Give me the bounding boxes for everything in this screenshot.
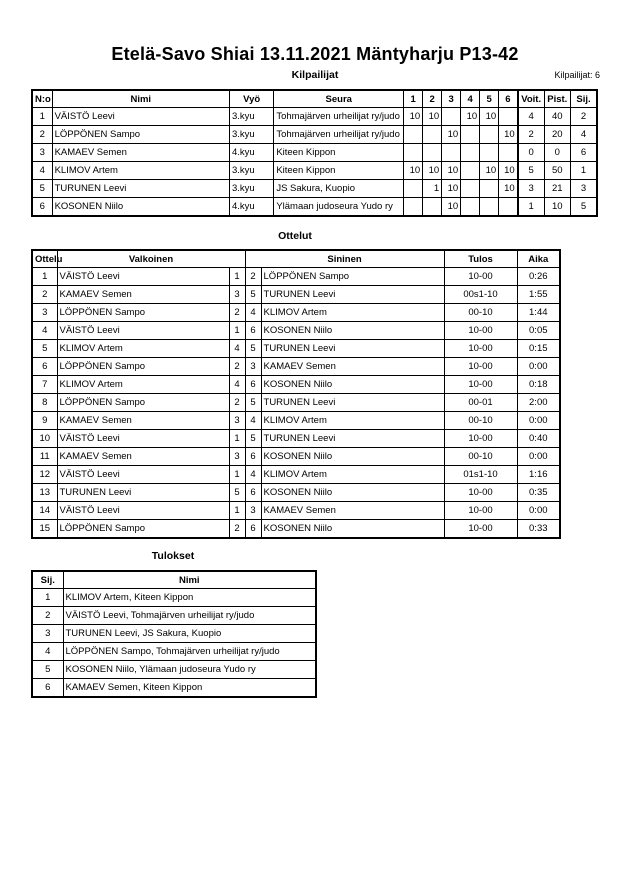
match-time: 0:00 xyxy=(517,412,560,430)
competitor-p5 xyxy=(480,144,499,162)
competitor-points: 20 xyxy=(544,126,570,144)
result-name: LÖPPÖNEN Sampo, Tohmajärven urheilijat ry/judo xyxy=(63,643,316,661)
competitor-p3 xyxy=(442,144,461,162)
match-blue: LÖPPÖNEN Sampo xyxy=(261,268,444,286)
match-blue-no: 3 xyxy=(245,502,261,520)
match-result: 00-01 xyxy=(444,394,517,412)
competitor-p4: 10 xyxy=(461,108,480,126)
header-time: Aika xyxy=(517,250,560,268)
header-p1: 1 xyxy=(404,90,423,108)
header-wins: Voit. xyxy=(518,90,544,108)
match-result: 00-10 xyxy=(444,448,517,466)
match-white: LÖPPÖNEN Sampo xyxy=(57,358,229,376)
competitor-p6: 10 xyxy=(499,126,518,144)
competitor-p5 xyxy=(480,126,499,144)
match-time: 0:00 xyxy=(517,502,560,520)
match-time: 0:15 xyxy=(517,340,560,358)
match-white-no: 2 xyxy=(229,358,245,376)
match-result: 10-00 xyxy=(444,268,517,286)
result-rank: 6 xyxy=(32,679,63,698)
competitor-wins: 5 xyxy=(518,162,544,180)
competitor-club: Kiteen Kippon xyxy=(274,162,404,180)
match-result: 10-00 xyxy=(444,484,517,502)
match-result: 10-00 xyxy=(444,376,517,394)
competitor-name: TURUNEN Leevi xyxy=(52,180,229,198)
match-result: 00-10 xyxy=(444,412,517,430)
match-row xyxy=(32,502,560,520)
match-white: TURUNEN Leevi xyxy=(57,484,229,502)
header-p4: 4 xyxy=(461,90,480,108)
match-blue-no: 4 xyxy=(245,304,261,322)
match-blue: TURUNEN Leevi xyxy=(261,394,444,412)
competitor-points: 40 xyxy=(544,108,570,126)
match-time: 1:44 xyxy=(517,304,560,322)
competitor-club: Kiteen Kippon xyxy=(274,144,404,162)
result-row xyxy=(32,643,316,661)
match-white-no: 4 xyxy=(229,376,245,394)
competitor-wins: 2 xyxy=(518,126,544,144)
competitor-name: VÄISTÖ Leevi xyxy=(52,108,229,126)
competitor-points: 0 xyxy=(544,144,570,162)
competitor-club: Tohmajärven urheilijat ry/judo xyxy=(274,108,404,126)
match-blue-no: 6 xyxy=(245,520,261,539)
result-row xyxy=(32,661,316,679)
match-row xyxy=(32,448,560,466)
results-title: Tulokset xyxy=(151,550,195,562)
match-white-no: 3 xyxy=(229,286,245,304)
competitor-belt: 3.kyu xyxy=(229,126,273,144)
match-white-no: 5 xyxy=(229,484,245,502)
match-match-no: 3 xyxy=(32,304,57,322)
result-row xyxy=(32,589,316,607)
result-rank: 3 xyxy=(32,625,63,643)
match-white-no: 1 xyxy=(229,268,245,286)
match-match-no: 9 xyxy=(32,412,57,430)
match-row xyxy=(32,340,560,358)
match-white: KAMAEV Semen xyxy=(57,448,229,466)
match-white: LÖPPÖNEN Sampo xyxy=(57,304,229,322)
competitor-row xyxy=(32,144,597,162)
competitor-row xyxy=(32,180,597,198)
match-blue-no: 3 xyxy=(245,358,261,376)
match-match-no: 13 xyxy=(32,484,57,502)
header-rank: Sij. xyxy=(32,571,63,589)
competitor-p1: 10 xyxy=(404,162,423,180)
match-time: 0:26 xyxy=(517,268,560,286)
competitor-rank: 4 xyxy=(570,126,597,144)
competitor-name: KLIMOV Artem xyxy=(52,162,229,180)
competitor-wins: 4 xyxy=(518,108,544,126)
match-blue-no: 4 xyxy=(245,412,261,430)
result-rank: 2 xyxy=(32,607,63,625)
match-result: 10-00 xyxy=(444,322,517,340)
match-blue: KOSONEN Niilo xyxy=(261,322,444,340)
competitors-subtitle: Kilpailijat xyxy=(291,69,339,81)
match-blue-no: 6 xyxy=(245,448,261,466)
match-blue-no: 4 xyxy=(245,466,261,484)
competitor-wins: 0 xyxy=(518,144,544,162)
match-row xyxy=(32,466,560,484)
competitor-p4 xyxy=(461,180,480,198)
match-blue: KOSONEN Niilo xyxy=(261,448,444,466)
header-match-no: Ottelu xyxy=(32,250,57,268)
competitor-p1 xyxy=(404,126,423,144)
competitor-number: 2 xyxy=(32,126,52,144)
match-white: VÄISTÖ Leevi xyxy=(57,502,229,520)
match-blue-no: 6 xyxy=(245,484,261,502)
match-result: 00-10 xyxy=(444,304,517,322)
competitor-p3: 10 xyxy=(442,162,461,180)
competitor-p1 xyxy=(404,180,423,198)
competitor-p6 xyxy=(499,144,518,162)
match-blue-no: 2 xyxy=(245,268,261,286)
header-blue: Sininen xyxy=(245,250,444,268)
match-time: 1:16 xyxy=(517,466,560,484)
competitor-rank: 6 xyxy=(570,144,597,162)
competitor-p4 xyxy=(461,198,480,217)
header-name: Nimi xyxy=(52,90,229,108)
competitor-club: Tohmajärven urheilijat ry/judo xyxy=(274,126,404,144)
competitor-p6 xyxy=(499,198,518,217)
match-blue: KAMAEV Semen xyxy=(261,358,444,376)
competitor-p4 xyxy=(461,126,480,144)
competitor-number: 4 xyxy=(32,162,52,180)
match-white: VÄISTÖ Leevi xyxy=(57,430,229,448)
header-rank: Sij. xyxy=(570,90,597,108)
competitor-number: 6 xyxy=(32,198,52,217)
header-p6: 6 xyxy=(499,90,518,108)
match-match-no: 15 xyxy=(32,520,57,539)
header-p2: 2 xyxy=(423,90,442,108)
match-result: 00s1-10 xyxy=(444,286,517,304)
match-row xyxy=(32,286,560,304)
competitor-p6: 10 xyxy=(499,162,518,180)
match-white-no: 1 xyxy=(229,502,245,520)
match-result: 10-00 xyxy=(444,430,517,448)
match-row xyxy=(32,358,560,376)
match-white-no: 2 xyxy=(229,304,245,322)
match-match-no: 7 xyxy=(32,376,57,394)
match-match-no: 6 xyxy=(32,358,57,376)
result-row xyxy=(32,607,316,625)
competitor-p6: 10 xyxy=(499,180,518,198)
match-time: 0:00 xyxy=(517,358,560,376)
match-row xyxy=(32,520,560,539)
match-white: KAMAEV Semen xyxy=(57,286,229,304)
header-number: N:o xyxy=(32,90,52,108)
competitor-name: KOSONEN Niilo xyxy=(52,198,229,217)
competitor-p1: 10 xyxy=(404,108,423,126)
match-white-no: 2 xyxy=(229,394,245,412)
match-white-no: 4 xyxy=(229,340,245,358)
match-match-no: 4 xyxy=(32,322,57,340)
competitor-number: 1 xyxy=(32,108,52,126)
result-rank: 4 xyxy=(32,643,63,661)
competitor-name: LÖPPÖNEN Sampo xyxy=(52,126,229,144)
match-white: VÄISTÖ Leevi xyxy=(57,322,229,340)
match-row xyxy=(32,322,560,340)
competitor-wins: 3 xyxy=(518,180,544,198)
match-time: 1:55 xyxy=(517,286,560,304)
header-result: Tulos xyxy=(444,250,517,268)
match-blue: KLIMOV Artem xyxy=(261,304,444,322)
match-blue: KAMAEV Semen xyxy=(261,502,444,520)
competitor-p6 xyxy=(499,108,518,126)
competitor-p3: 10 xyxy=(442,198,461,217)
header-p3: 3 xyxy=(442,90,461,108)
match-white-no: 1 xyxy=(229,466,245,484)
match-time: 2:00 xyxy=(517,394,560,412)
result-row xyxy=(32,625,316,643)
competitor-p2: 10 xyxy=(423,108,442,126)
competitor-belt: 3.kyu xyxy=(229,180,273,198)
match-blue-no: 5 xyxy=(245,430,261,448)
match-white: KLIMOV Artem xyxy=(57,376,229,394)
competitor-points: 10 xyxy=(544,198,570,217)
match-row xyxy=(32,394,560,412)
competitor-p4 xyxy=(461,144,480,162)
match-result: 10-00 xyxy=(444,520,517,539)
match-time: 0:35 xyxy=(517,484,560,502)
results-table xyxy=(31,570,317,698)
match-blue-no: 5 xyxy=(245,394,261,412)
match-time: 0:33 xyxy=(517,520,560,539)
competitor-p1 xyxy=(404,198,423,217)
match-white: KAMAEV Semen xyxy=(57,412,229,430)
match-time: 0:40 xyxy=(517,430,560,448)
competitor-club: Ylämaan judoseura Yudo ry xyxy=(274,198,404,217)
competitor-row xyxy=(32,162,597,180)
competitor-p5: 10 xyxy=(480,108,499,126)
competitor-wins: 1 xyxy=(518,198,544,217)
match-row xyxy=(32,484,560,502)
competitor-belt: 4.kyu xyxy=(229,144,273,162)
header-club: Seura xyxy=(274,90,404,108)
match-result: 10-00 xyxy=(444,340,517,358)
competitor-belt: 3.kyu xyxy=(229,162,273,180)
match-blue: KOSONEN Niilo xyxy=(261,376,444,394)
competitor-row xyxy=(32,108,597,126)
competitor-p2 xyxy=(423,144,442,162)
match-white: VÄISTÖ Leevi xyxy=(57,466,229,484)
match-row xyxy=(32,376,560,394)
page-title: Etelä-Savo Shiai 13.11.2021 Mäntyharju P13-42 xyxy=(111,44,519,64)
competitor-p3: 10 xyxy=(442,180,461,198)
header-belt: Vyö xyxy=(229,90,273,108)
match-blue-no: 5 xyxy=(245,340,261,358)
match-blue-no: 6 xyxy=(245,322,261,340)
competitor-club: JS Sakura, Kuopio xyxy=(274,180,404,198)
competitor-number: 3 xyxy=(32,144,52,162)
match-white-no: 2 xyxy=(229,520,245,539)
competitor-row xyxy=(32,126,597,144)
competitor-p5 xyxy=(480,180,499,198)
competitor-name: KAMAEV Semen xyxy=(52,144,229,162)
competitor-p2: 1 xyxy=(423,180,442,198)
match-blue: KOSONEN Niilo xyxy=(261,520,444,539)
competitor-p4 xyxy=(461,162,480,180)
header-name: Nimi xyxy=(63,571,316,589)
competitor-points: 50 xyxy=(544,162,570,180)
competitor-number: 5 xyxy=(32,180,52,198)
match-result: 10-00 xyxy=(444,502,517,520)
competitor-count: Kilpailijat: 6 xyxy=(554,70,600,80)
match-white: LÖPPÖNEN Sampo xyxy=(57,520,229,539)
competitor-rank: 3 xyxy=(570,180,597,198)
result-rank: 5 xyxy=(32,661,63,679)
match-blue: TURUNEN Leevi xyxy=(261,340,444,358)
match-white-no: 3 xyxy=(229,448,245,466)
competitor-rank: 2 xyxy=(570,108,597,126)
match-white-no: 1 xyxy=(229,322,245,340)
match-result: 01s1-10 xyxy=(444,466,517,484)
competitor-belt: 4.kyu xyxy=(229,198,273,217)
match-row xyxy=(32,304,560,322)
match-white-no: 3 xyxy=(229,412,245,430)
competitor-p3 xyxy=(442,108,461,126)
competitors-table xyxy=(31,89,598,217)
match-blue: TURUNEN Leevi xyxy=(261,430,444,448)
competitor-points: 21 xyxy=(544,180,570,198)
match-match-no: 1 xyxy=(32,268,57,286)
result-name: TURUNEN Leevi, JS Sakura, Kuopio xyxy=(63,625,316,643)
result-rank: 1 xyxy=(32,589,63,607)
match-row xyxy=(32,268,560,286)
match-blue-no: 5 xyxy=(245,286,261,304)
match-blue-no: 6 xyxy=(245,376,261,394)
competitor-p1 xyxy=(404,144,423,162)
match-match-no: 2 xyxy=(32,286,57,304)
matches-title: Ottelut xyxy=(278,230,312,242)
match-blue: KLIMOV Artem xyxy=(261,412,444,430)
competitor-p3: 10 xyxy=(442,126,461,144)
competitor-rank: 5 xyxy=(570,198,597,217)
competitor-p2 xyxy=(423,198,442,217)
match-white-no: 1 xyxy=(229,430,245,448)
match-white: KLIMOV Artem xyxy=(57,340,229,358)
match-result: 10-00 xyxy=(444,358,517,376)
competitor-p2 xyxy=(423,126,442,144)
result-row xyxy=(32,679,316,698)
header-points: Pist. xyxy=(544,90,570,108)
match-match-no: 14 xyxy=(32,502,57,520)
match-white: VÄISTÖ Leevi xyxy=(57,268,229,286)
match-match-no: 12 xyxy=(32,466,57,484)
result-name: KAMAEV Semen, Kiteen Kippon xyxy=(63,679,316,698)
competitor-belt: 3.kyu xyxy=(229,108,273,126)
competitor-row xyxy=(32,198,597,217)
matches-table xyxy=(31,249,561,539)
header-white: Valkoinen xyxy=(57,250,245,268)
competitor-p2: 10 xyxy=(423,162,442,180)
result-name: KLIMOV Artem, Kiteen Kippon xyxy=(63,589,316,607)
competitor-rank: 1 xyxy=(570,162,597,180)
match-time: 0:18 xyxy=(517,376,560,394)
match-white: LÖPPÖNEN Sampo xyxy=(57,394,229,412)
match-blue: KLIMOV Artem xyxy=(261,466,444,484)
competitor-p5: 10 xyxy=(480,162,499,180)
match-time: 0:05 xyxy=(517,322,560,340)
match-row xyxy=(32,412,560,430)
header-p5: 5 xyxy=(480,90,499,108)
match-match-no: 8 xyxy=(32,394,57,412)
match-match-no: 11 xyxy=(32,448,57,466)
result-name: VÄISTÖ Leevi, Tohmajärven urheilijat ry/judo xyxy=(63,607,316,625)
competitor-p5 xyxy=(480,198,499,217)
match-blue: KOSONEN Niilo xyxy=(261,484,444,502)
result-name: KOSONEN Niilo, Ylämaan judoseura Yudo ry xyxy=(63,661,316,679)
match-time: 0:00 xyxy=(517,448,560,466)
match-row xyxy=(32,430,560,448)
match-match-no: 5 xyxy=(32,340,57,358)
match-match-no: 10 xyxy=(32,430,57,448)
match-blue: TURUNEN Leevi xyxy=(261,286,444,304)
